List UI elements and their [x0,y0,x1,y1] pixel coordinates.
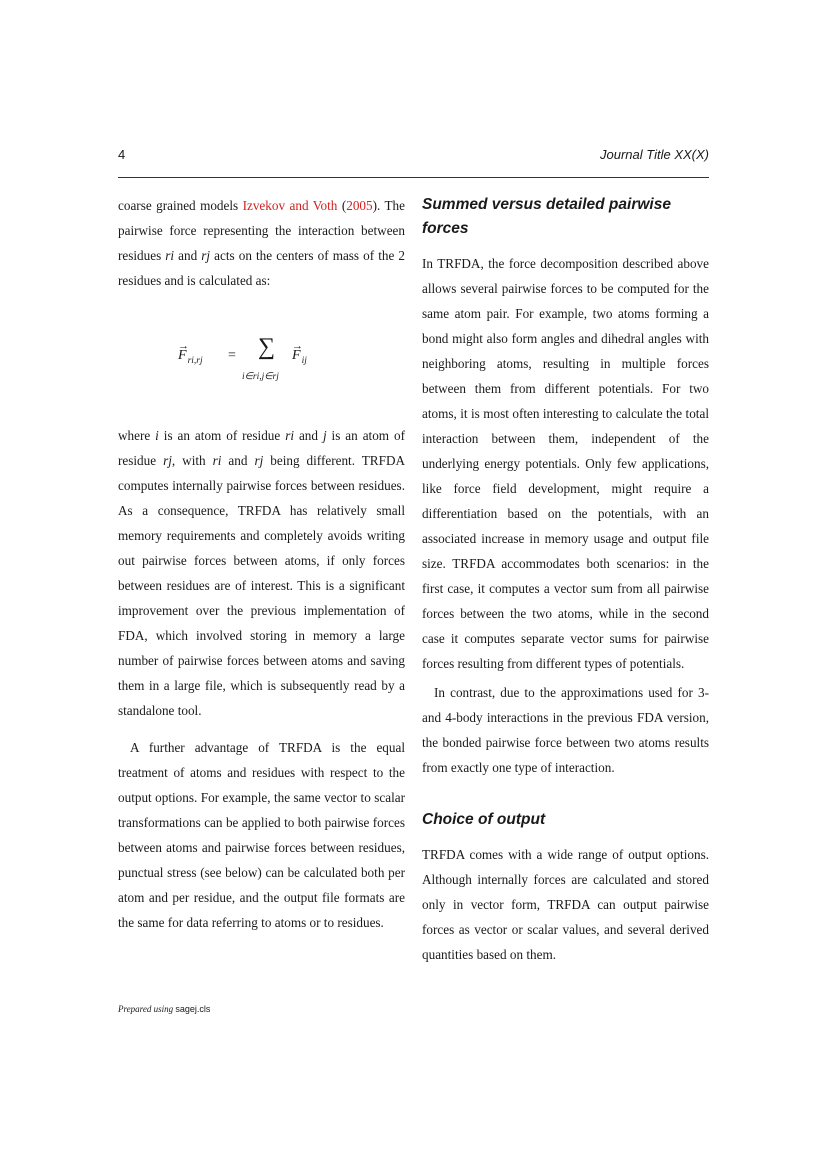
contrast-paragraph: In contrast, due to the approximations used for 3- and 4-body interactions in the previous FDA version, the bonded pairwise force between two atoms results from exactly one type of interaction. [422,685,709,775]
section-title-summed: Summed versus detailed pairwise forces [422,196,671,237]
citation-year-link[interactable]: 2005 [346,198,373,213]
advantage-paragraph: A further advantage of TRFDA is the equal treatment of atoms and residues with respect to the output options. For example, the same vector to scalar transformations can be applied to both pairwise forces between atoms and pairwise forces between residues, punctual stress (see below) can be calculated both per atom and per residue, and the output file formats are the same for data referring to atoms or to residues. [118,740,405,930]
header-rule [118,177,709,178]
intro-paragraph: coarse grained models Izvekov and Voth (2005). The pairwise force representing the interaction between residues ri and rj acts on the centers of mass of the 2 residues and is calculated as: [118,198,405,288]
lhs-force-vector: → $F_{ri,rj}$ [178,340,203,366]
output-paragraph: TRFDA comes with a wide range of output options. Although internally forces are calculated and stored only in vector form, TRFDA can output pairwise forces as vector or scalar values, and several derived quantities based on them. [422,847,709,962]
sum-index: i∈ri,j∈rj [242,372,279,382]
right-column [422,193,709,967]
footer-prepared-using: Prepared using sagej.cls [118,1004,211,1014]
force-equation [118,293,405,423]
rhs-force-vector: → $F_{ij}$ [292,340,307,366]
summed-paragraph: In TRFDA, the force decomposition described above allows several pairwise forces to be computed for the same atom pair. For example, two atoms forming a bond might also form angles and dihedral angles with neighboring atoms, resulting in multiple forces between them from different potentials. For two atoms, it is most often interesting to calculate the total interaction between them, independent of the underlying energy potentials. Only few applications, like force field development, might require a differentiation based on the potentials, with an associated increase in memory usage and output file size. TRFDA accommodates both scenarios: in the first case, it computes a vector sum from all pairwise forces between the two atoms, while in the second case it computes separate vector sums for pairwise forces resulting from different types of potentials. [422,256,709,671]
page-number: 4 [118,147,126,162]
journal-title: Journal Title XX(X) [600,147,709,162]
cls-name: sagej.cls [175,1004,211,1014]
definition-paragraph: where i is an atom of residue ri and j is an atom of residue rj, with ri and rj being different. TRFDA computes internally pairwise forces between residues. As a consequence, TRFDA has relatively small memory requirements and completely avoids writing out pairwise forces between atoms, if only forces between residues are of interest. This is a significant improvement over the previous implementation of FDA, which involved storing in memory a large number of pairwise forces between atoms and saving them in a large file, which is subsequently read by a standalone tool. [118,428,405,718]
left-column [118,193,405,935]
section-title-output: Choice of output [422,811,546,828]
equals-sign: = [228,348,236,363]
sum-symbol: ∑ [258,334,276,360]
citation-authors-link[interactable]: Izvekov and Voth [242,198,338,213]
